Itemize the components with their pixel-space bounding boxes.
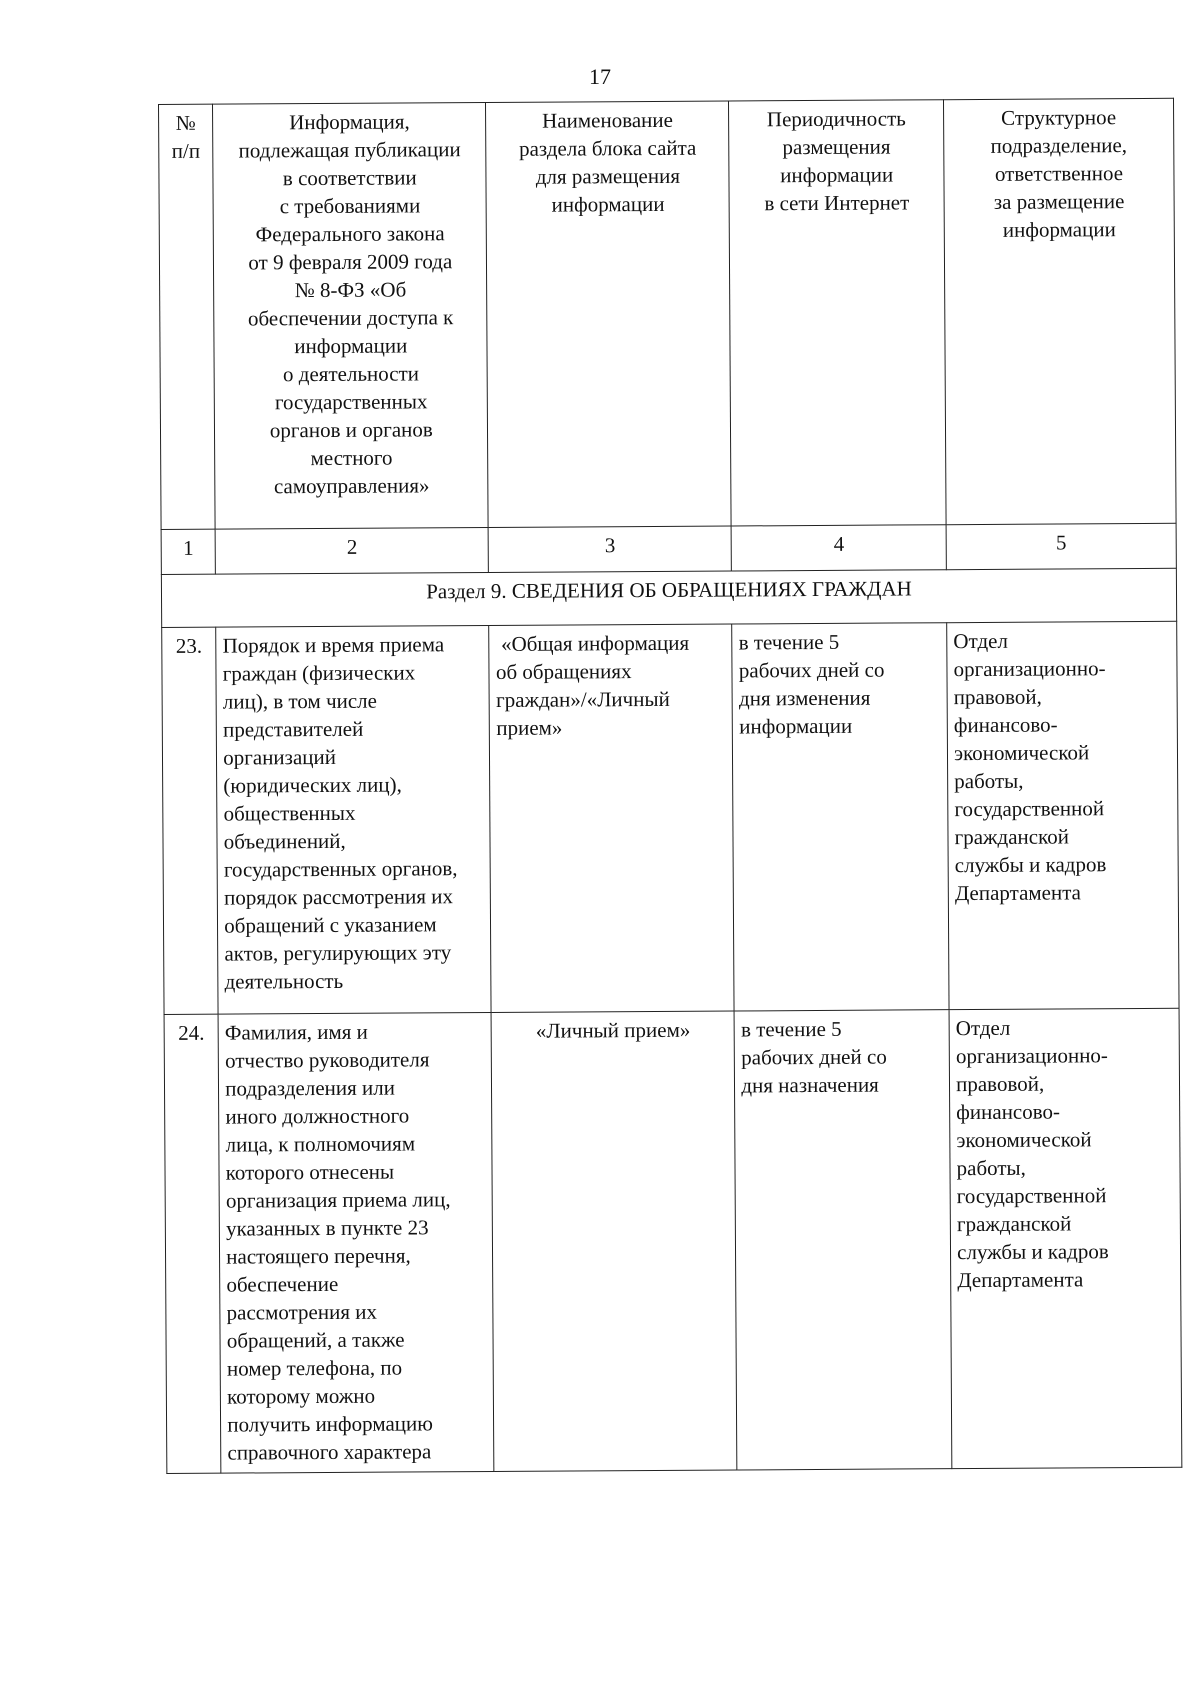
column-number: 4 <box>731 525 946 571</box>
cell-text: рабочих дней со <box>738 657 885 683</box>
publication-table <box>158 98 1182 1474</box>
cell-text: информации <box>739 713 853 739</box>
cell-text: гражданской <box>956 1211 1072 1237</box>
cell-text: рабочих дней со <box>741 1044 887 1070</box>
cell-text: актов, регулирующих эту <box>224 940 452 966</box>
column-number: 2 <box>215 527 489 574</box>
header-site-section <box>486 101 731 527</box>
cell-text: деятельность <box>224 968 344 994</box>
header-text: размещения <box>782 134 891 160</box>
cell-text: гражданской <box>954 824 1070 850</box>
column-number: 1 <box>161 529 215 574</box>
header-text: Периодичность <box>766 106 906 132</box>
row-responsible-unit <box>947 621 1179 1009</box>
header-text: Структурное <box>1001 105 1117 130</box>
header-text: государственных <box>274 389 428 415</box>
cell-text: объединений, <box>223 828 346 854</box>
column-number-row <box>161 523 1176 574</box>
header-text: раздела блока сайта <box>518 135 697 161</box>
column-number: 5 <box>946 523 1176 569</box>
row-periodicity <box>734 1010 952 1470</box>
header-text: Наименование <box>542 107 674 133</box>
cell-text: которого отнесены <box>225 1159 395 1185</box>
cell-text: работы, <box>954 768 1024 794</box>
header-text: № 8-ФЗ «Об <box>294 277 407 303</box>
cell-text: граждан»/«Личный <box>496 686 670 712</box>
header-number <box>159 104 216 529</box>
header-text: информации <box>294 333 408 359</box>
header-text: п/п <box>171 138 201 163</box>
cell-text: организаций <box>223 744 337 770</box>
header-text: Информация, <box>289 109 410 135</box>
header-text: в сети Интернет <box>764 190 910 216</box>
cell-text: службы и кадров <box>954 852 1107 878</box>
cell-text: дня назначения <box>741 1072 879 1098</box>
cell-text: Фамилия, имя и <box>224 1019 368 1045</box>
cell-text: государственной <box>956 1183 1107 1209</box>
row-information <box>216 625 492 1014</box>
header-text: с требованиями <box>279 193 421 219</box>
header-text: информации <box>1002 217 1116 242</box>
cell-text: Отдел <box>955 1015 1011 1041</box>
row-periodicity <box>732 623 949 1011</box>
header-text: информации <box>551 191 665 217</box>
cell-text: лиц), в том числе <box>222 688 378 714</box>
header-text: ответственное <box>994 161 1124 186</box>
cell-text: рассмотрения их <box>226 1299 378 1325</box>
header-text: за размещение <box>993 189 1125 214</box>
row-information <box>218 1012 494 1473</box>
cell-text: обеспечение <box>226 1271 339 1297</box>
section-row <box>161 568 1176 627</box>
cell-text: общественных <box>223 800 356 826</box>
row-number: 24. <box>164 1014 221 1473</box>
table-row <box>162 621 1179 1014</box>
cell-text: в течение 5 <box>738 629 840 655</box>
header-text: № <box>175 110 196 135</box>
cell-text: получить информацию <box>227 1411 434 1437</box>
cell-text: иного должностного <box>225 1103 410 1129</box>
table-row <box>164 1008 1182 1473</box>
cell-text: Департамента <box>954 880 1082 906</box>
row-responsible-unit <box>949 1008 1182 1468</box>
cell-text: организационно- <box>955 1043 1108 1069</box>
cell-text: «Личный прием» <box>535 1017 691 1043</box>
cell-text: экономической <box>953 740 1090 766</box>
cell-text: финансово- <box>956 1099 1061 1125</box>
header-text: подразделение, <box>990 133 1128 158</box>
header-text: в соответствии <box>282 165 417 191</box>
cell-text: правовой, <box>956 1071 1045 1097</box>
cell-text: службы и кадров <box>957 1239 1109 1265</box>
header-text: от 9 февраля 2009 года <box>248 249 453 275</box>
header-text: Федерального закона <box>255 221 445 247</box>
header-text: о деятельности <box>282 361 420 387</box>
cell-text: государственных органов, <box>223 856 458 882</box>
row-site-section <box>492 1011 738 1471</box>
cell-text: об обращениях <box>495 659 632 684</box>
cell-text: которому можно <box>227 1383 376 1409</box>
table-header-row <box>159 98 1177 529</box>
cell-text: лица, к полномочиям <box>225 1131 416 1157</box>
header-periodicity <box>729 100 946 526</box>
cell-text: организационно- <box>953 656 1106 682</box>
cell-text: государственной <box>954 796 1105 822</box>
cell-text: представителей <box>222 716 364 742</box>
row-site-section <box>489 624 734 1012</box>
header-text: самоуправления» <box>273 473 430 499</box>
cell-text: организация приема лиц, <box>225 1187 451 1213</box>
cell-text: прием» <box>496 715 563 740</box>
section-title: Раздел 9. СВЕДЕНИЯ ОБ ОБРАЩЕНИЯХ ГРАЖДАН <box>161 568 1176 627</box>
cell-text: в течение 5 <box>740 1016 842 1042</box>
cell-text: «Общая информация <box>495 630 690 656</box>
cell-text: обращений, а также <box>226 1327 405 1353</box>
header-text: подлежащая публикации <box>238 137 461 163</box>
cell-text: экономической <box>956 1127 1092 1153</box>
header-text: информации <box>780 162 894 188</box>
cell-text: правовой, <box>953 684 1042 710</box>
cell-text: справочного характера <box>227 1439 432 1465</box>
cell-text: отчество руководителя <box>224 1047 430 1073</box>
cell-text: указанных в пункте 23 <box>226 1215 429 1241</box>
cell-text: Отдел <box>953 628 1009 654</box>
cell-text: порядок рассмотрения их <box>223 884 454 910</box>
cell-text: обращений с указанием <box>224 912 437 938</box>
cell-text: дня изменения <box>738 685 871 711</box>
header-responsible-unit <box>944 98 1177 524</box>
cell-text: настоящего перечня, <box>226 1243 411 1269</box>
header-text: органов и органов <box>269 417 433 443</box>
cell-text: Департамента <box>957 1267 1084 1293</box>
cell-text: Порядок и время приема <box>222 632 445 658</box>
cell-text: номер телефона, по <box>226 1355 403 1381</box>
cell-text: работы, <box>956 1155 1026 1181</box>
header-information <box>213 102 489 529</box>
cell-text: подразделения или <box>225 1075 396 1101</box>
cell-text: граждан (физических <box>222 660 416 686</box>
header-text: для размещения <box>535 163 681 189</box>
row-number: 23. <box>162 627 219 1014</box>
cell-text: (юридических лиц), <box>223 772 402 798</box>
header-text: местного <box>310 445 393 471</box>
cell-text: финансово- <box>953 712 1058 738</box>
column-number: 3 <box>489 526 732 572</box>
header-text: обеспечении доступа к <box>247 305 454 331</box>
page-number: 17 <box>589 64 611 89</box>
